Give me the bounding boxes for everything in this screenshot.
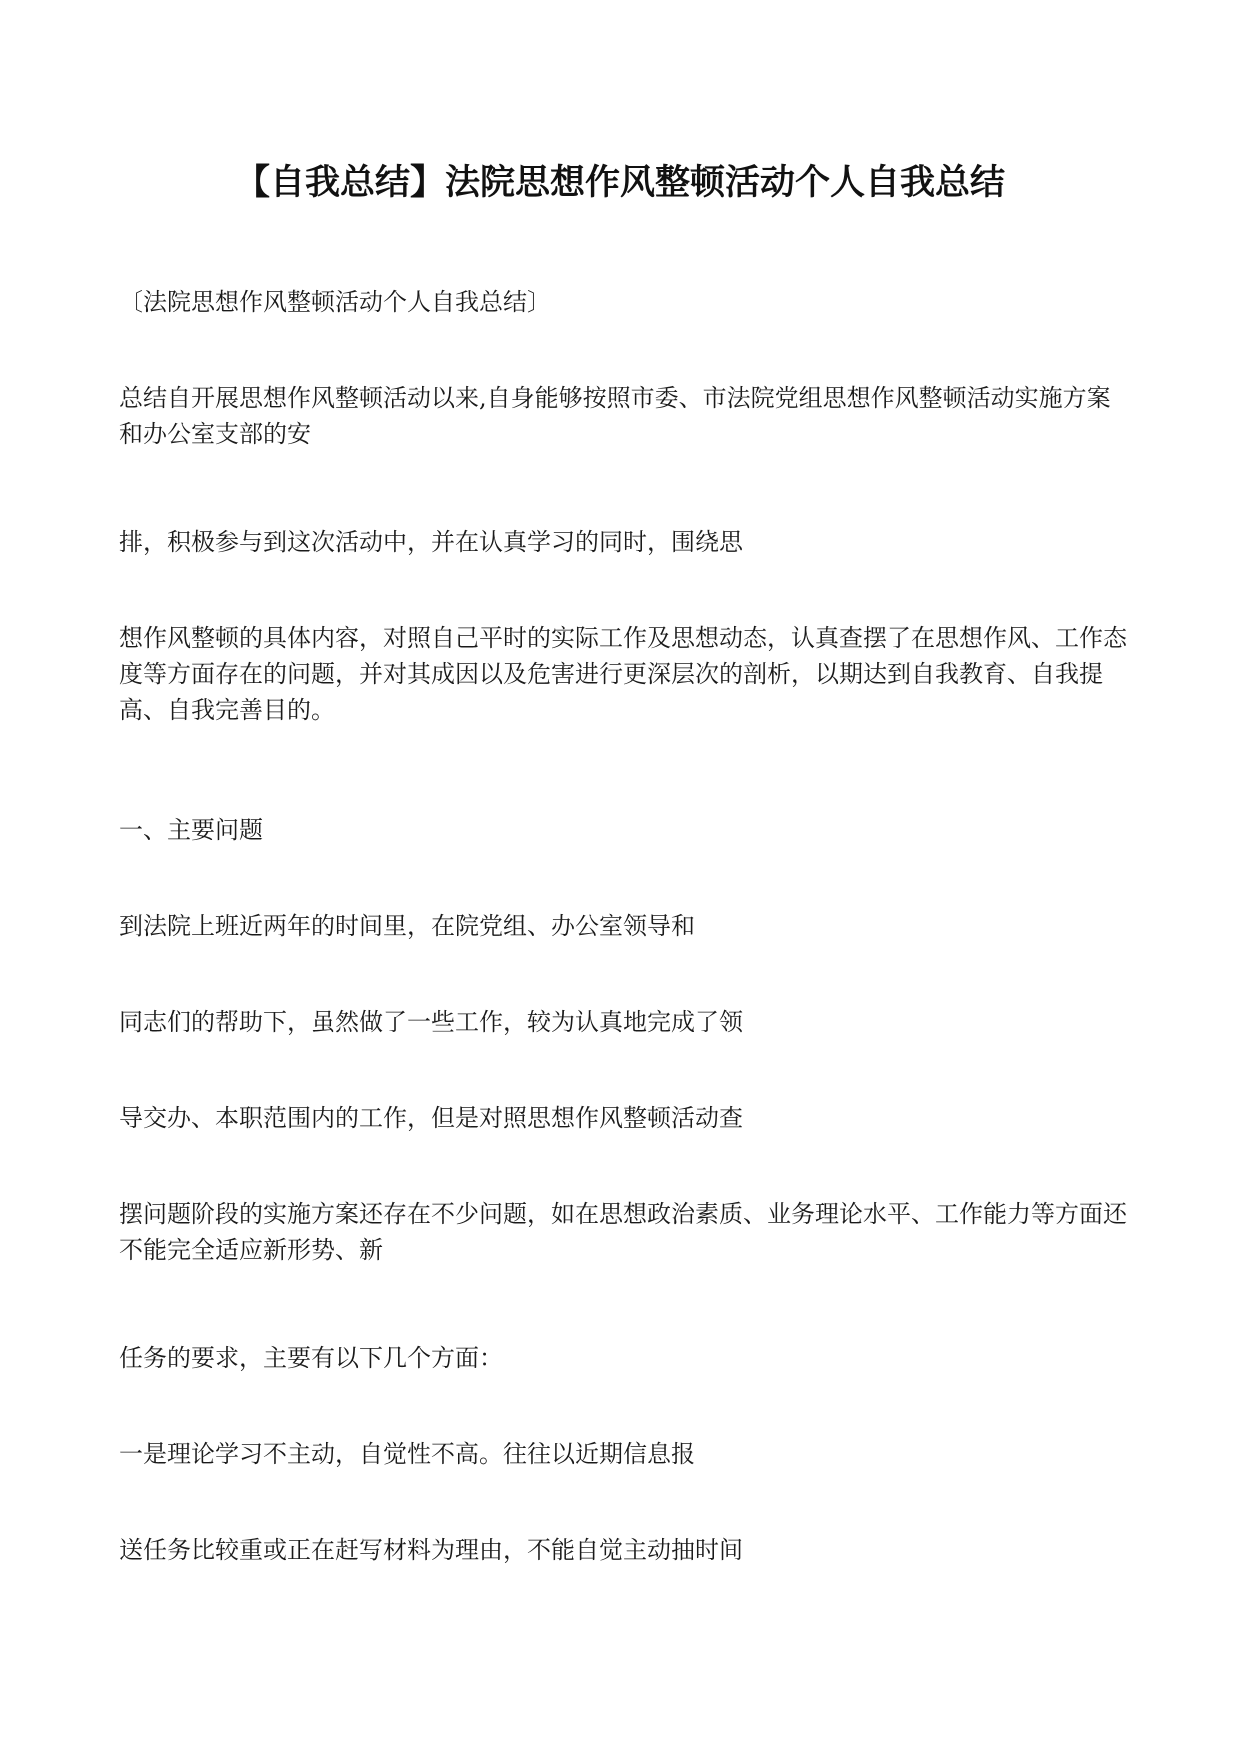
body-paragraph: 导交办、本职范围内的工作，但是对照思想作风整顿活动查 bbox=[119, 1104, 743, 1132]
body-paragraph: 送任务比较重或正在赶写材料为理由，不能自觉主动抽时间 bbox=[119, 1536, 743, 1564]
section-heading: 一、主要问题 bbox=[119, 816, 263, 844]
body-paragraph: 排，积极参与到这次活动中，并在认真学习的同时，围绕思 bbox=[119, 528, 743, 556]
body-paragraph: 到法院上班近两年的时间里，在院党组、办公室领导和 bbox=[119, 912, 695, 940]
body-paragraph: 一是理论学习不主动，自觉性不高。往往以近期信息报 bbox=[119, 1440, 695, 1468]
body-paragraph: 任务的要求，主要有以下几个方面： bbox=[119, 1344, 503, 1372]
body-paragraph: 想作风整顿的具体内容，对照自己平时的实际工作及思想动态，认真查摆了在思想作风、工作态度等方面存在的问题，并对其成因以及危害进行更深层次的剖析，以期达到自我教育、自我提高、自我完善目的。 bbox=[119, 624, 1127, 724]
subtitle-paragraph: 〔法院思想作风整顿活动个人自我总结〕 bbox=[119, 288, 551, 316]
body-paragraph: 总结自开展思想作风整顿活动以来,自身能够按照市委、市法院党组思想作风整顿活动实施方案和办公室支部的安 bbox=[119, 384, 1111, 448]
document-title: 【自我总结】法院思想作风整顿活动个人自我总结 bbox=[234, 163, 1005, 203]
body-paragraph: 摆问题阶段的实施方案还存在不少问题，如在思想政治素质、业务理论水平、工作能力等方面还不能完全适应新形势、新 bbox=[119, 1200, 1127, 1264]
body-paragraph: 同志们的帮助下，虽然做了一些工作，较为认真地完成了领 bbox=[119, 1008, 743, 1036]
